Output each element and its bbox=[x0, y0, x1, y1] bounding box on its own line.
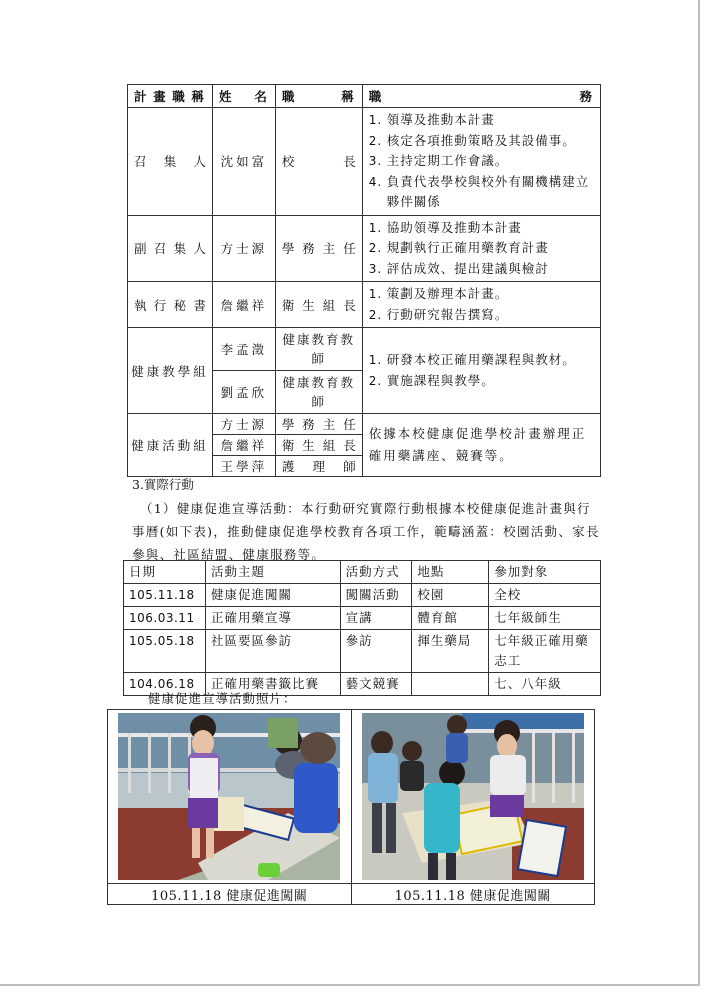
activity-location: 揮生藥局 bbox=[412, 630, 489, 673]
section-heading: 3.實際行動 bbox=[132, 477, 194, 492]
duty-item: 1. 研發本校正確用藥課程與教材。 bbox=[368, 352, 576, 367]
duty-cell bbox=[362, 282, 600, 328]
member-name: 詹繼祥 bbox=[212, 435, 275, 456]
table-row bbox=[124, 584, 601, 607]
activity-participants: 七年級正確用藥志工 bbox=[489, 630, 601, 673]
header-name: 姓 名 bbox=[212, 85, 275, 108]
activities-header-row bbox=[124, 561, 601, 584]
photo-cell bbox=[108, 710, 352, 884]
duty-item: 2. 規劃執行正確用藥教育計畫 bbox=[368, 240, 549, 255]
member-position: 校 長 bbox=[275, 108, 362, 216]
activity-location: 校園 bbox=[412, 584, 489, 607]
activities-header-cell: 日期 bbox=[124, 561, 206, 584]
activities-header-cell: 參加對象 bbox=[489, 561, 601, 584]
duty-item: 2. 實施課程與教學。 bbox=[368, 372, 495, 388]
activity-photo bbox=[118, 713, 340, 880]
member-position: 衛 生 組 長 bbox=[275, 282, 362, 328]
activity-topic: 健康促進闖關 bbox=[205, 584, 340, 607]
duty-item: 4. 負責代表學校與校外有關機構建立夥伴關係 bbox=[368, 173, 590, 209]
duty-cell bbox=[362, 328, 600, 414]
duty-cell bbox=[362, 215, 600, 282]
member-name: 方士源 bbox=[212, 414, 275, 435]
photos-title: 健康促進宣導活動照片： bbox=[148, 691, 297, 706]
duty-item: 1. 領導及推動本計畫 bbox=[368, 112, 495, 127]
activity-topic: 正確用藥書籤比賽 bbox=[205, 673, 340, 696]
committee-row bbox=[128, 282, 601, 328]
member-name: 王學萍 bbox=[212, 456, 275, 477]
activity-photo bbox=[362, 713, 584, 880]
activity-topic: 正確用藥宣導 bbox=[205, 607, 340, 630]
committee-row bbox=[128, 215, 601, 282]
header-position: 職 稱 bbox=[275, 85, 362, 108]
table-row bbox=[124, 607, 601, 630]
role-title: 召 集 人 bbox=[128, 108, 213, 216]
activities-table bbox=[123, 560, 601, 696]
photo-caption: 105.11.18 健康促進闖關 bbox=[351, 884, 595, 905]
member-position: 護 理 師 bbox=[275, 456, 362, 477]
header-duty: 職 務 bbox=[362, 85, 600, 108]
member-position: 健康教育教師 bbox=[275, 371, 362, 414]
activity-participants: 全校 bbox=[489, 584, 601, 607]
committee-row bbox=[128, 414, 601, 435]
duty-item: 2. 行動研究報告撰寫。 bbox=[368, 306, 509, 322]
header-title: 計 畫 職 稱 bbox=[128, 85, 213, 108]
role-title: 健康活動組 bbox=[128, 414, 213, 477]
activities-header-cell: 活動主題 bbox=[205, 561, 340, 584]
member-position: 學 務 主 任 bbox=[275, 215, 362, 282]
photo-cell bbox=[351, 710, 595, 884]
activity-date: 104.06.18 bbox=[124, 673, 206, 696]
activity-method: 闖關活動 bbox=[340, 584, 412, 607]
duty-item: 3. 主持定期工作會議。 bbox=[368, 153, 509, 168]
role-title: 執 行 秘 書 bbox=[128, 282, 213, 328]
photo-caption: 105.11.18 健康促進闖關 bbox=[108, 884, 352, 905]
member-name: 方士源 bbox=[212, 215, 275, 282]
member-name: 李孟澂 bbox=[212, 328, 275, 371]
member-name: 詹繼祥 bbox=[212, 282, 275, 328]
member-name: 沈如富 bbox=[212, 108, 275, 216]
duty-cell: 依據本校健康促進學校計畫辦理正確用藥講座、競賽等。 bbox=[362, 414, 600, 477]
member-position: 衛 生 組 長 bbox=[275, 435, 362, 456]
committee-row bbox=[128, 108, 601, 216]
activity-location bbox=[412, 673, 489, 696]
table-row bbox=[124, 630, 601, 673]
duty-item: 1. 策劃及辦理本計畫。 bbox=[368, 286, 509, 301]
duty-item: 3. 評估成效、提出建議與檢討 bbox=[368, 260, 549, 276]
role-title: 健康教學組 bbox=[128, 328, 213, 414]
activity-method: 參訪 bbox=[340, 630, 412, 673]
committee-header-row bbox=[128, 85, 601, 108]
section-paragraph: （1）健康促進宣導活動：本行動研究實際行動根據本校健康促進計畫與行事曆(如下表)，推動健康促進學校教育各項工作，範疇涵蓋：校園活動、家長參與、社區結盟、健康服務等。 bbox=[132, 501, 600, 562]
member-position: 健康教育教師 bbox=[275, 328, 362, 371]
role-title: 副 召 集 人 bbox=[128, 215, 213, 282]
activity-date: 105.11.18 bbox=[124, 584, 206, 607]
activity-method: 藝文競賽 bbox=[340, 673, 412, 696]
activity-participants: 七年級師生 bbox=[489, 607, 601, 630]
activities-header-cell: 地點 bbox=[412, 561, 489, 584]
activity-participants: 七、八年級 bbox=[489, 673, 601, 696]
duty-cell bbox=[362, 108, 600, 216]
duty-item: 2. 核定各項推動策略及其設備事。 bbox=[368, 132, 576, 148]
activity-method: 宣講 bbox=[340, 607, 412, 630]
committee-row bbox=[128, 328, 601, 371]
photos-table bbox=[107, 709, 595, 905]
activities-header-cell: 活動方式 bbox=[340, 561, 412, 584]
activity-topic: 社區要區參訪 bbox=[205, 630, 340, 673]
committee-table bbox=[127, 84, 601, 477]
member-position: 學 務 主 任 bbox=[275, 414, 362, 435]
member-name: 劉孟欣 bbox=[212, 371, 275, 414]
activity-date: 106.03.11 bbox=[124, 607, 206, 630]
activity-date: 105.05.18 bbox=[124, 630, 206, 673]
activity-location: 體育館 bbox=[412, 607, 489, 630]
duty-item: 1. 協助領導及推動本計畫 bbox=[368, 219, 522, 235]
